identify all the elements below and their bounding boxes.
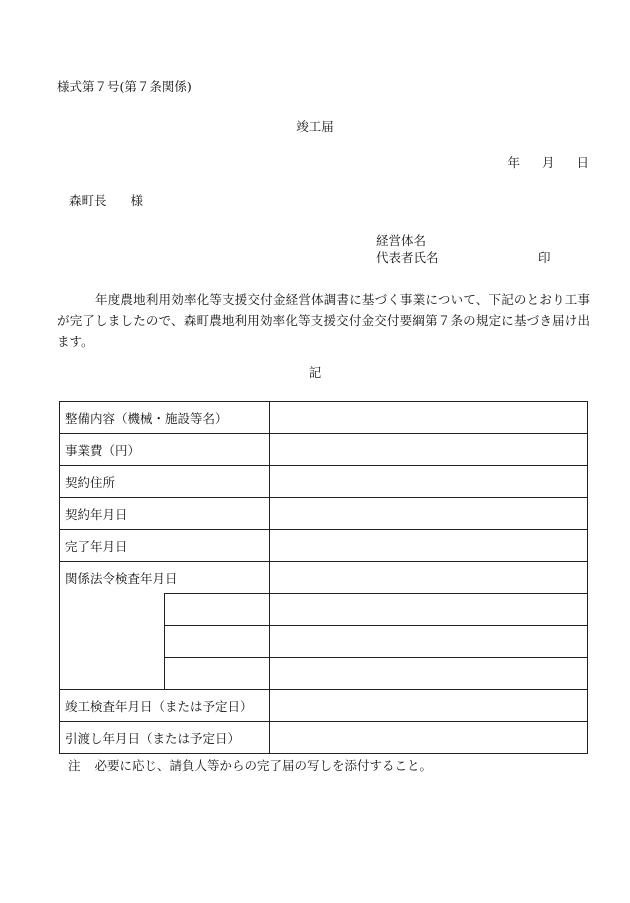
row-value-contract-date[interactable] <box>270 498 588 530</box>
footnote <box>68 760 432 773</box>
subrow-value-3[interactable] <box>270 658 588 690</box>
table-row <box>60 498 588 530</box>
details-table <box>59 401 588 754</box>
row-label-contract-address: 契約住所 <box>60 466 270 498</box>
table-row <box>60 658 588 690</box>
subrow-gap <box>60 626 165 658</box>
seal-mark: 印 <box>538 250 551 265</box>
representative-name-label: 代表者氏名 <box>376 250 439 265</box>
table-row <box>60 434 588 466</box>
table-row <box>60 402 588 434</box>
row-value-handover-date[interactable] <box>270 722 588 754</box>
row-value-completion-date[interactable] <box>270 530 588 562</box>
row-value-final-inspection-date[interactable] <box>270 690 588 722</box>
footnote-text: 必要に応じ、請負人等からの完了届の写しを添付すること。 <box>94 758 433 773</box>
row-label-equipment: 整備内容（機械・施設等名） <box>60 402 270 434</box>
date-day: 日 <box>576 155 589 170</box>
table-row <box>60 594 588 626</box>
footnote-mark: 注 <box>68 758 81 773</box>
table-row <box>60 722 588 754</box>
table-row <box>60 690 588 722</box>
row-label-handover-date: 引渡し年月日（または予定日） <box>60 722 270 754</box>
ki-heading: 記 <box>308 365 322 380</box>
subrow-gap <box>60 658 165 690</box>
date-line <box>507 157 589 170</box>
row-label-inspection-date: 関係法令検査年月日 <box>60 562 270 594</box>
row-value-inspection-date[interactable] <box>270 562 588 594</box>
document-title: 竣工届 <box>296 119 334 134</box>
addressee <box>69 195 143 208</box>
subrow-value-1[interactable] <box>270 594 588 626</box>
addressee-honorific: 様 <box>130 193 144 208</box>
subrow-label-2[interactable] <box>165 626 270 658</box>
form-number: 様式第７号(第７条関係) <box>57 79 192 94</box>
subrow-label-3[interactable] <box>165 658 270 690</box>
table-row <box>60 466 588 498</box>
table-row <box>60 626 588 658</box>
subrow-gap <box>60 594 165 626</box>
row-value-contract-address[interactable] <box>270 466 588 498</box>
row-label-final-inspection-date: 竣工検査年月日（または予定日） <box>60 690 270 722</box>
org-name-label: 経営体名 <box>376 233 427 248</box>
row-value-equipment[interactable] <box>270 402 588 434</box>
body-text: 年度農地利用効率化等支援交付金経営体調書に基づく事業について、下記のとおり工事が完了しましたので、森町農地利用効率化等支援交付金交付要綱第７条の規定に基づき届け出ます。 <box>57 292 590 349</box>
date-month: 月 <box>541 155 555 170</box>
row-label-contract-date: 契約年月日 <box>60 498 270 530</box>
row-label-cost: 事業費（円） <box>60 434 270 466</box>
subrow-value-2[interactable] <box>270 626 588 658</box>
table-row <box>60 530 588 562</box>
row-value-cost[interactable] <box>270 434 588 466</box>
subrow-label-1[interactable] <box>165 594 270 626</box>
addressee-name: 森町長 <box>69 193 107 208</box>
date-year: 年 <box>507 155 520 170</box>
row-label-completion-date: 完了年月日 <box>60 530 270 562</box>
table-row <box>60 562 588 594</box>
